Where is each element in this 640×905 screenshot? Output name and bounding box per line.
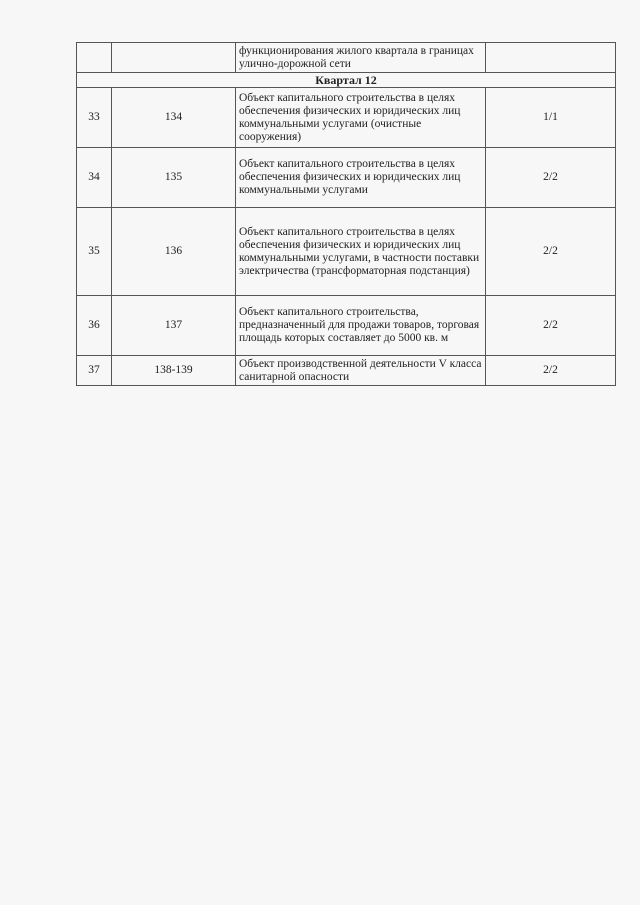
row-description-cell: Объект капитального строительства в целях обеспечения физических и юридических лиц коммунальными услугами, в частности поставки электричества (трансформаторная подстанция) bbox=[236, 208, 486, 296]
objects-table bbox=[76, 42, 616, 386]
row-description-cell: Объект производственной деятельности V класса санитарной опасности bbox=[236, 356, 486, 386]
row-number-cell: 35 bbox=[77, 208, 112, 296]
row-code-cell: 137 bbox=[112, 296, 236, 356]
row-number-cell bbox=[77, 43, 112, 73]
row-description-cell: функционирования жилого квартала в границах улично-дорожной сети bbox=[236, 43, 486, 73]
row-ratio-cell bbox=[486, 43, 616, 73]
row-code-cell: 136 bbox=[112, 208, 236, 296]
row-code-cell bbox=[112, 43, 236, 73]
table-row bbox=[77, 296, 616, 356]
row-description-cell: Объект капитального строительства в целях обеспечения физических и юридических лиц коммунальными услугами bbox=[236, 148, 486, 208]
row-code-cell: 138-139 bbox=[112, 356, 236, 386]
row-code-cell: 134 bbox=[112, 88, 236, 148]
row-code-cell: 135 bbox=[112, 148, 236, 208]
table-row bbox=[77, 88, 616, 148]
row-description-cell: Объект капитального строительства, предназначенный для продажи товаров, торговая площадь которых составляет до 5000 кв. м bbox=[236, 296, 486, 356]
row-number-cell: 37 bbox=[77, 356, 112, 386]
row-ratio-cell: 2/2 bbox=[486, 356, 616, 386]
row-number-cell: 36 bbox=[77, 296, 112, 356]
row-ratio-cell: 1/1 bbox=[486, 88, 616, 148]
row-number-cell: 33 bbox=[77, 88, 112, 148]
row-number-cell: 34 bbox=[77, 148, 112, 208]
table-row bbox=[77, 148, 616, 208]
row-ratio-cell: 2/2 bbox=[486, 296, 616, 356]
table-row bbox=[77, 356, 616, 386]
row-description-cell: Объект капитального строительства в целях обеспечения физических и юридических лиц коммунальными услугами (очистные сооружения) bbox=[236, 88, 486, 148]
section-title: Квартал 12 bbox=[77, 73, 616, 88]
row-ratio-cell: 2/2 bbox=[486, 208, 616, 296]
table-row-continued bbox=[77, 43, 616, 73]
row-ratio-cell: 2/2 bbox=[486, 148, 616, 208]
section-header-row bbox=[77, 73, 616, 88]
table-row bbox=[77, 208, 616, 296]
